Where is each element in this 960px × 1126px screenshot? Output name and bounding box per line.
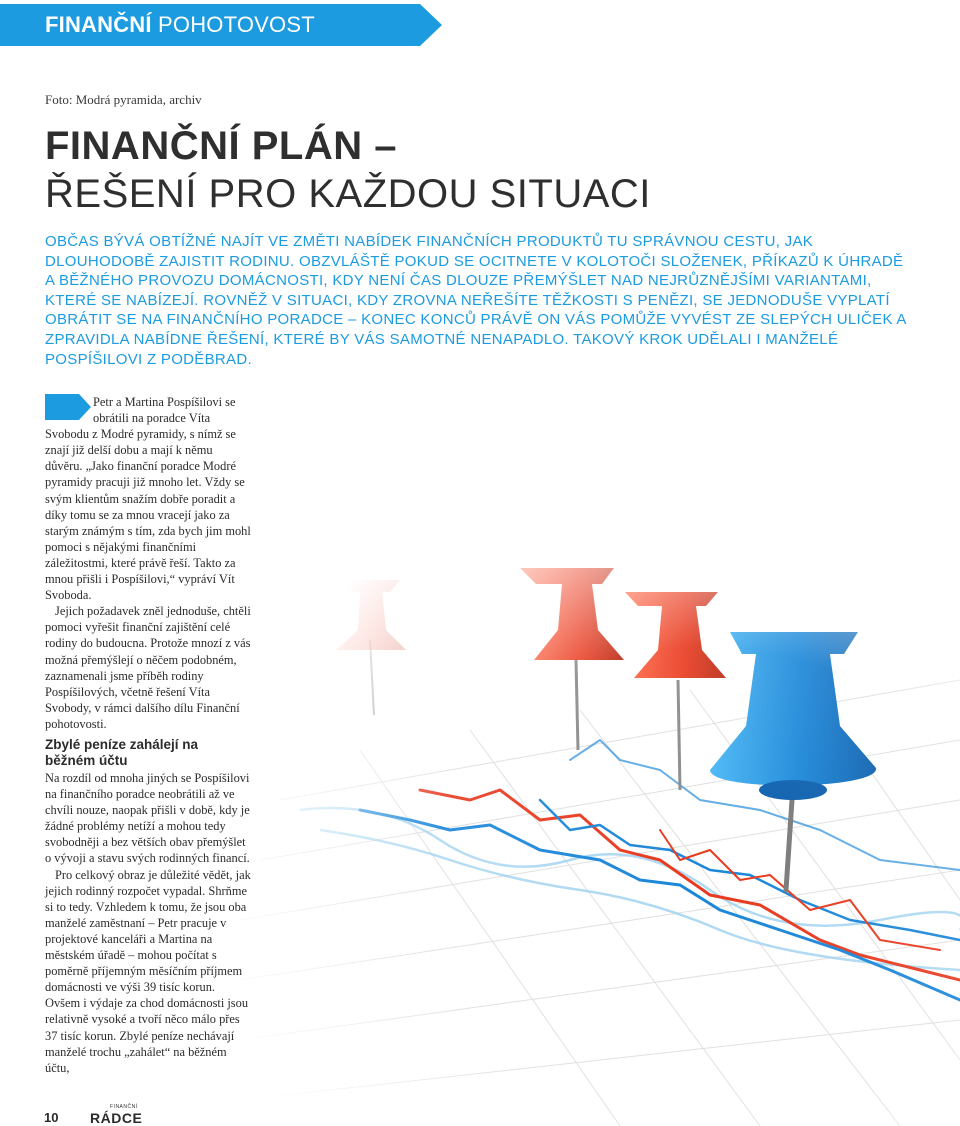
- magazine-logo: [90, 1104, 150, 1126]
- photo-credit: Foto: Modrá pyramida, archiv: [45, 92, 202, 107]
- arrow-marker-icon: [45, 394, 91, 420]
- body-column-1: [45, 394, 251, 732]
- headline-line-1: FINANČNÍ PLÁN –: [45, 124, 397, 168]
- subheading: Zbylé peníze zahálejí na běžném účtu: [45, 737, 199, 768]
- logo-small-text: FINANČNÍ: [110, 1104, 138, 1110]
- body-paragraph: Pro celkový obraz je důležité vědět, jak jejich rodinný rozpočet vypadal. Shrňme si to tedy. Vzhledem k tomu, že jsou oba manželé zaměstnaní – Petr pracuje v projektové kanceláři a Martina na městském úřadě – mohou počítat s poměrně příjemným měsíčním příjmem domácnosti ve výši 39 tisíc korun. Ovšem i výdaje za chod domácnosti jsou relativně vysoké a tvoří něco málo přes 37 tisíc korun. Zbylé peníze nechávají manželé trochu „zahálet“ na běžném účtu,: [45, 867, 251, 1075]
- section-title-light: POHOTOVOST: [158, 12, 315, 37]
- section-title-bold: FINANČNÍ: [45, 12, 152, 37]
- push-pins-on-map-photo: [240, 500, 960, 1126]
- push-pins-photo: [240, 500, 960, 1126]
- article-headline: [45, 122, 651, 218]
- section-title: [45, 11, 315, 39]
- headline-line-2: ŘEŠENÍ PRO KAŽDOU SITUACI: [45, 172, 651, 216]
- body-paragraph: Na rozdíl od mnoha jiných se Pospíšilovi na finančního poradce neobrátili až ve chvíli nouze, naopak přišli v době, kdy je žádné problémy netíží a mohou tedy svobodněji a bez větších obav přemýšlet o vývoji a stavu svých rodinných financí.: [45, 771, 250, 866]
- body-paragraph: Petr a Martina Pospíšilovi se obrátili na poradce Víta Svobodu z Modré pyramidy, s nímž se znají již delší dobu a mají k němu důvěru. „Jako finanční poradce Modré pyramidy pracuji již mnoho let. Vždy se svým klientům snažím dobře poradit a díky tomu se za mnou vracejí jako za starým známým s tím, zda bych jim mohl pomoci s nějakými finančními záležitostmi, které právě řeší. Takto za mnou přišli i Pospíšilovi,“ vypráví Vít Svoboda.: [45, 395, 251, 603]
- section-banner: [0, 4, 442, 46]
- page-number: 10: [44, 1110, 59, 1125]
- logo-main-text: RÁDCE: [90, 1110, 143, 1126]
- body-column-2: [45, 770, 251, 1076]
- lead-paragraph: OBČAS BÝVÁ OBTÍŽNÉ NAJÍT VE ZMĚTI NABÍDEK FINANČNÍCH PRODUKTŮ TU SPRÁVNOU CESTU, JAK DLOUHODOBĚ ZAJISTIT RODINU. OBZVLÁŠTĚ POKUD SE OCITNETE V KOLOTOČI SLOŽENEK, PŘÍKAZŮ K ÚHRADĚ A BĚŽNÉHO PROVOZU DOMÁCNOSTI, KDY NENÍ ČAS DLOUZE PŘEMÝŠLET NAD NEJRŮZNĚJŠÍMI VARIANTAMI, KTERÉ SE NABÍZEJÍ. ROVNĚŽ V SITUACI, KDY ZROVNA NEŘEŠÍTE TĚŽKOSTI S PENĚZI, SE JEDNODUŠE VYPLATÍ OBRÁTIT SE NA FINANČNÍHO PORADCE – KONEC KONCŮ PRÁVĚ ON VÁS POMŮŽE VYVÉST ZE SLEPÝCH ULIČEK A ZPRAVIDLA NABÍDNE ŘEŠENÍ, KTERÉ BY VÁS SAMOTNÉ NENAPADLO. TAKOVÝ KROK UDĚLALI I MANŽELÉ POSPÍŠILOVI Z PODĚBRAD.: [45, 233, 906, 368]
- body-paragraph: Jejich požadavek zněl jednoduše, chtěli pomoci vyřešit finanční zajištění celé rodiny do budoucna. Protože mnozí z vás možná přemýšlejí o něčem podobném, zaznamenali jsme příběh rodiny Pospíšilových, včetně řešení Víta Svobody, v rámci dalšího dílu Finanční pohotovosti.: [45, 604, 251, 731]
